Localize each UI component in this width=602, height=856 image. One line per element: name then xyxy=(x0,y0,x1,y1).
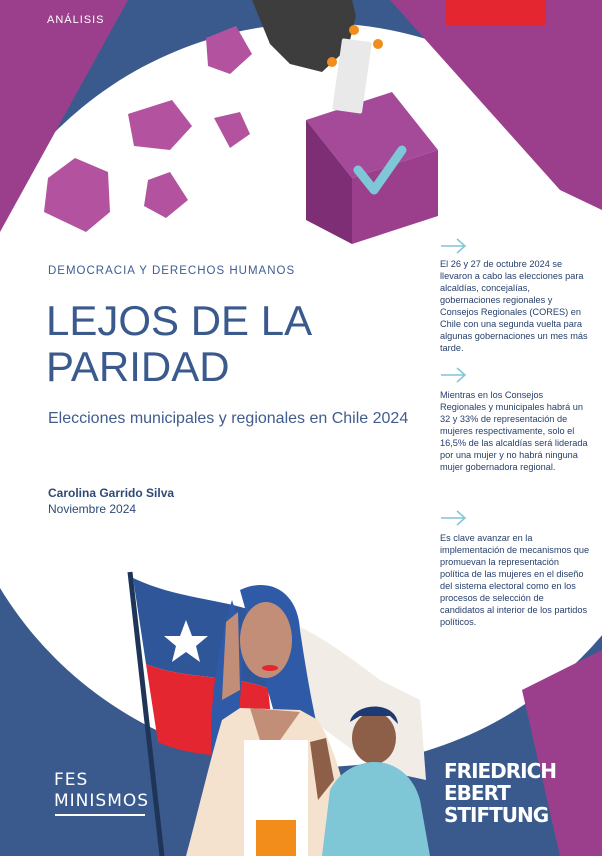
logo-left-line-1: FES xyxy=(54,770,89,790)
logo-right-line-3: STIFTUNG xyxy=(444,803,549,827)
page-subtitle: Elecciones municipales y regionales en Chile 2024 xyxy=(48,410,409,427)
arrow-right-icon xyxy=(440,510,468,526)
key-point-1: El 26 y 27 de octubre 2024 se llevaron a cabo las elecciones para alcaldías, concejalías, gobernaciones regionales y Consejos Regionales (CORES) en Chile con una segunda vuelta para algunas gobernaciones un mes más tarde. xyxy=(440,259,588,353)
logo-right-line-1: FRIEDRICH xyxy=(444,759,557,783)
fingernail xyxy=(349,25,359,35)
section-label: ANÁLISIS xyxy=(47,14,105,26)
logo-underline xyxy=(55,814,145,816)
key-point-3: Es clave avanzar en la implementación de mecanismos que promuevan la representación política de las mujeres en el diseño del sistema electoral como en los procesos de selección de candidatos al interior de los partidos políticos. xyxy=(440,533,590,627)
title-line-2: PARIDAD xyxy=(46,343,230,390)
fingernail xyxy=(327,57,337,67)
fingernail xyxy=(373,39,383,49)
woman-lips xyxy=(262,665,278,671)
arrow-right-icon xyxy=(440,238,468,254)
author-name: Carolina Garrido Silva xyxy=(48,486,175,500)
red-block xyxy=(446,0,546,26)
page-title xyxy=(46,298,346,390)
key-point-2: Mientras en los Consejos Regionales y municipales habrá un 32 y 33% de representación de mujeres respectivamente, solo el 16,5% de las alcaldías será liderada por una mujer y no habrá ninguna mujer gobernadora regional. xyxy=(440,390,588,472)
logo-right-line-2: EBERT xyxy=(444,781,510,805)
logo-left-line-2: MINISMOS xyxy=(54,791,150,811)
title-line-1: LEJOS DE LA xyxy=(46,297,313,344)
friedrich-ebert-stiftung-logo xyxy=(444,760,556,826)
boy-face xyxy=(352,712,396,764)
arrow-right-icon xyxy=(440,367,468,383)
publication-date: Noviembre 2024 xyxy=(48,502,137,516)
woman-belt xyxy=(256,820,296,856)
kicker-topic: DEMOCRACIA Y DERECHOS HUMANOS xyxy=(48,265,296,277)
fes-minismos-logo xyxy=(54,770,149,812)
